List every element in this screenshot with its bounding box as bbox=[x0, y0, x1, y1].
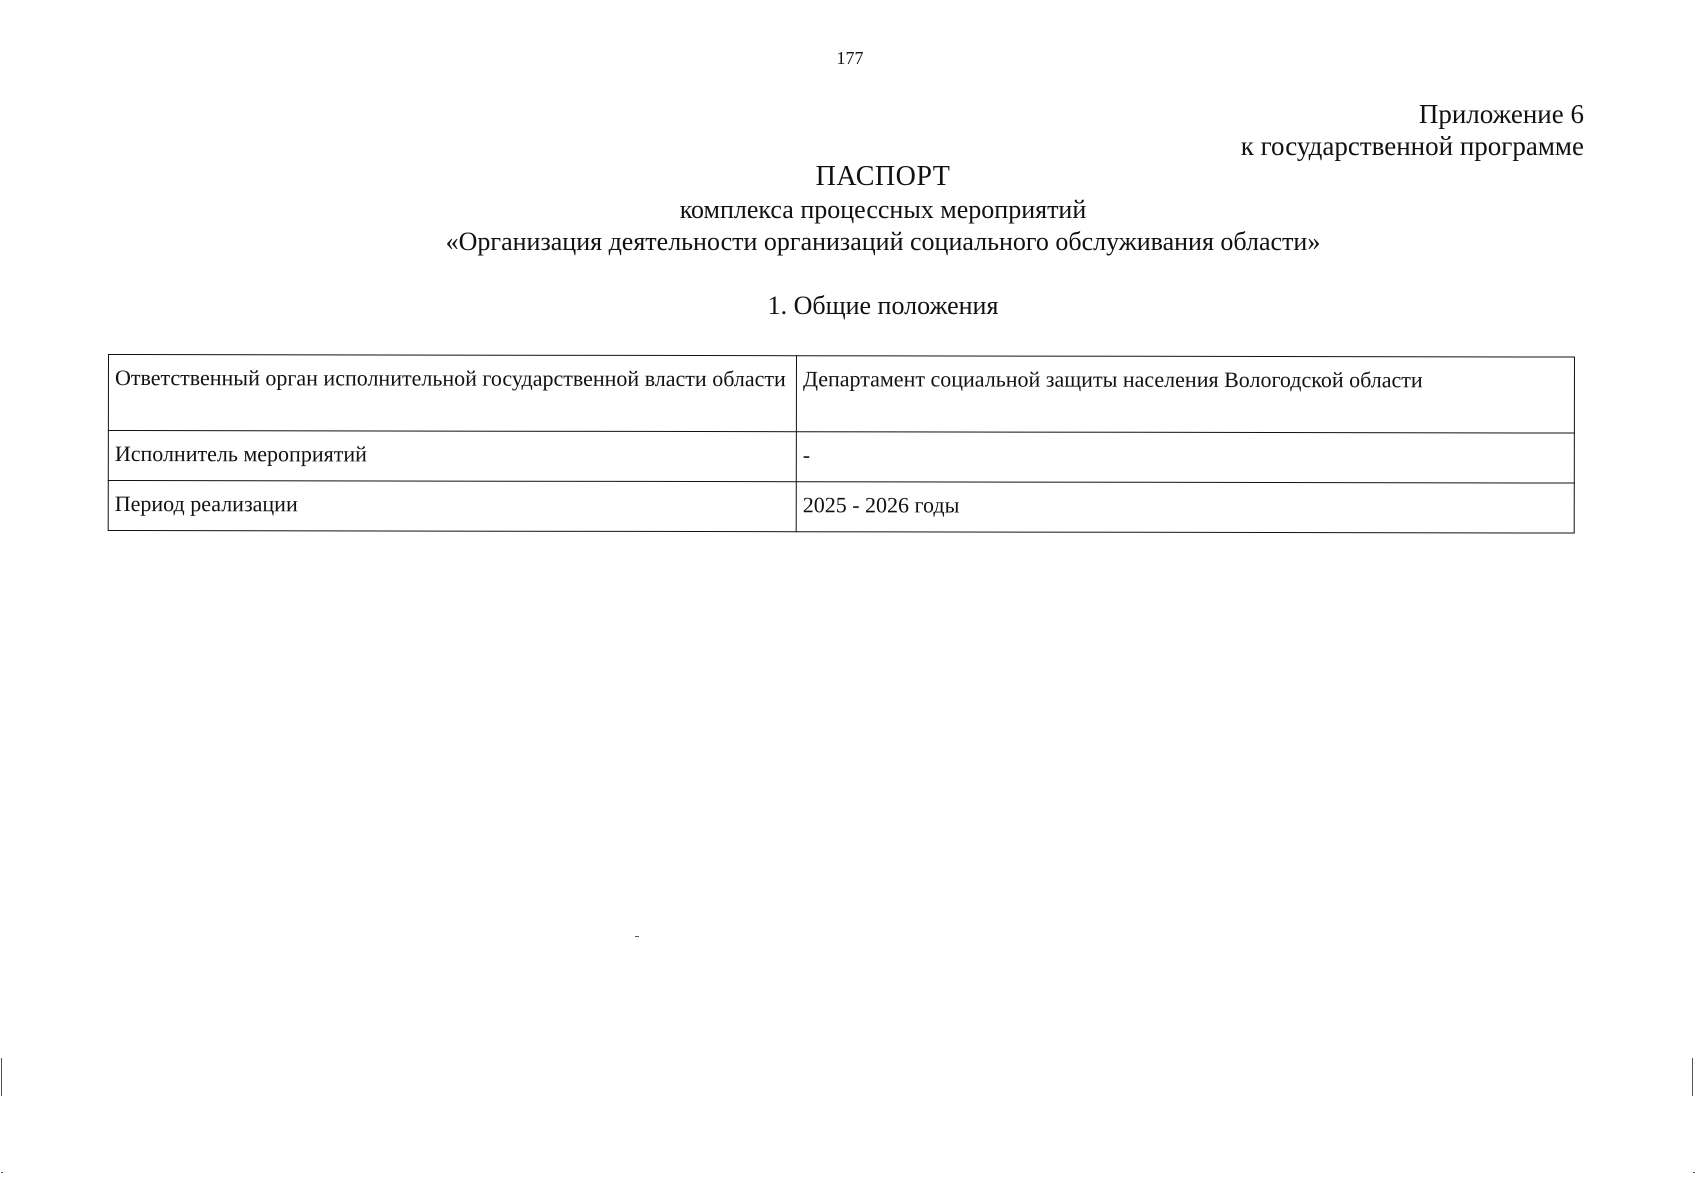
table-cell-label: Ответственный орган исполнительной государственной власти области bbox=[108, 355, 796, 432]
passport-title: ПАСПОРТ bbox=[815, 161, 951, 192]
passport-subtitle-1: комплекса процессных мероприятий bbox=[679, 195, 1087, 224]
table-row bbox=[108, 431, 1574, 484]
table-row bbox=[108, 481, 1574, 534]
section-heading: 1. Общие положения bbox=[767, 291, 999, 320]
scan-artifact bbox=[1693, 1172, 1695, 1173]
table-cell-value: Департамент социальной защиты населения Вологодской области bbox=[796, 356, 1574, 433]
passport-subtitle-2: «Организация деятельности организаций социального обслуживания области» bbox=[445, 227, 1321, 256]
table-cell-label: Исполнитель мероприятий bbox=[108, 431, 796, 482]
scan-artifact bbox=[1, 1058, 2, 1096]
scan-artifact bbox=[635, 936, 639, 937]
title-block bbox=[0, 160, 1697, 258]
scan-artifact bbox=[1692, 1058, 1693, 1096]
table-cell-value: - bbox=[796, 432, 1574, 483]
appendix-line-2: к государственной программе bbox=[1240, 131, 1584, 161]
table-cell-value: 2025 - 2026 годы bbox=[796, 482, 1574, 533]
general-provisions-table bbox=[108, 354, 1575, 534]
scan-artifact bbox=[1, 1172, 3, 1173]
table-cell-label: Период реализации bbox=[108, 481, 796, 532]
table-row bbox=[108, 355, 1574, 434]
appendix-note bbox=[1241, 98, 1584, 162]
page-number: 177 bbox=[836, 48, 864, 68]
appendix-line-1: Приложение 6 bbox=[1418, 99, 1584, 129]
